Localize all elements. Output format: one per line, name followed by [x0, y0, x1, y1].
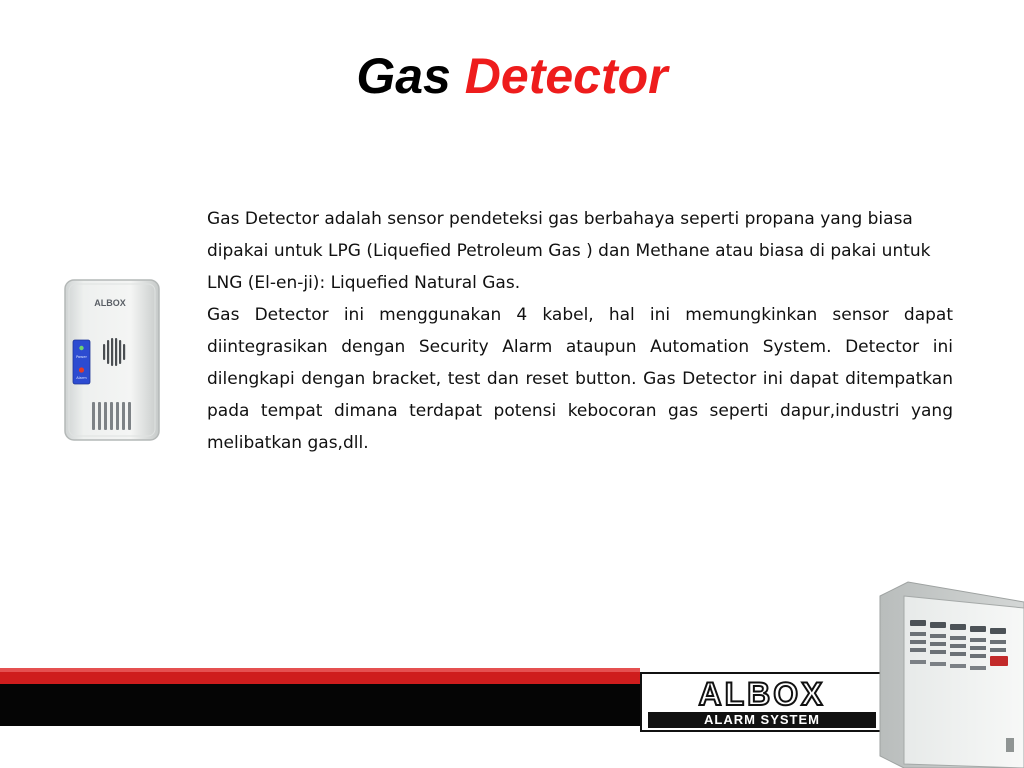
logo-brand-text: ALBOX: [698, 676, 826, 712]
albox-logo: [640, 672, 884, 732]
footer-band-red: [0, 672, 640, 684]
title-word-gas: Gas: [356, 48, 451, 104]
gas-detector-image: [62, 278, 162, 442]
slide-title: [0, 46, 1024, 106]
device-alarm-label: Alarm: [76, 376, 87, 380]
footer-band-black: [0, 684, 640, 726]
alarm-panel-image: [876, 578, 1024, 768]
paragraph-details: Gas Detector ini menggunakan 4 kabel, hal ini memungkinkan sensor dapat diintegrasikan dengan Security Alarm ataupun Automation System. Detector ini dilengkapi dengan bracket, test dan reset button. Gas Detector ini dapat ditempatkan pada tempat dimana terdapat potensi kebocoran gas seperti dapur,industri yang melibatkan gas,dll.: [207, 305, 953, 453]
paragraph-intro: Gas Detector adalah sensor pendeteksi gas berbahaya seperti propana yang biasa dipakai untuk LPG (Liquefied Petroleum Gas ) dan Methane atau biasa di pakai untuk LNG (El-en-ji): Liquefied Natural Gas.: [207, 209, 931, 293]
body-text: [207, 203, 953, 459]
device-brand-label: ALBOX: [94, 298, 126, 308]
device-power-label: Power: [76, 355, 87, 359]
title-word-detector: Detector: [464, 48, 668, 104]
logo-tagline-text: ALARM SYSTEM: [648, 712, 876, 728]
